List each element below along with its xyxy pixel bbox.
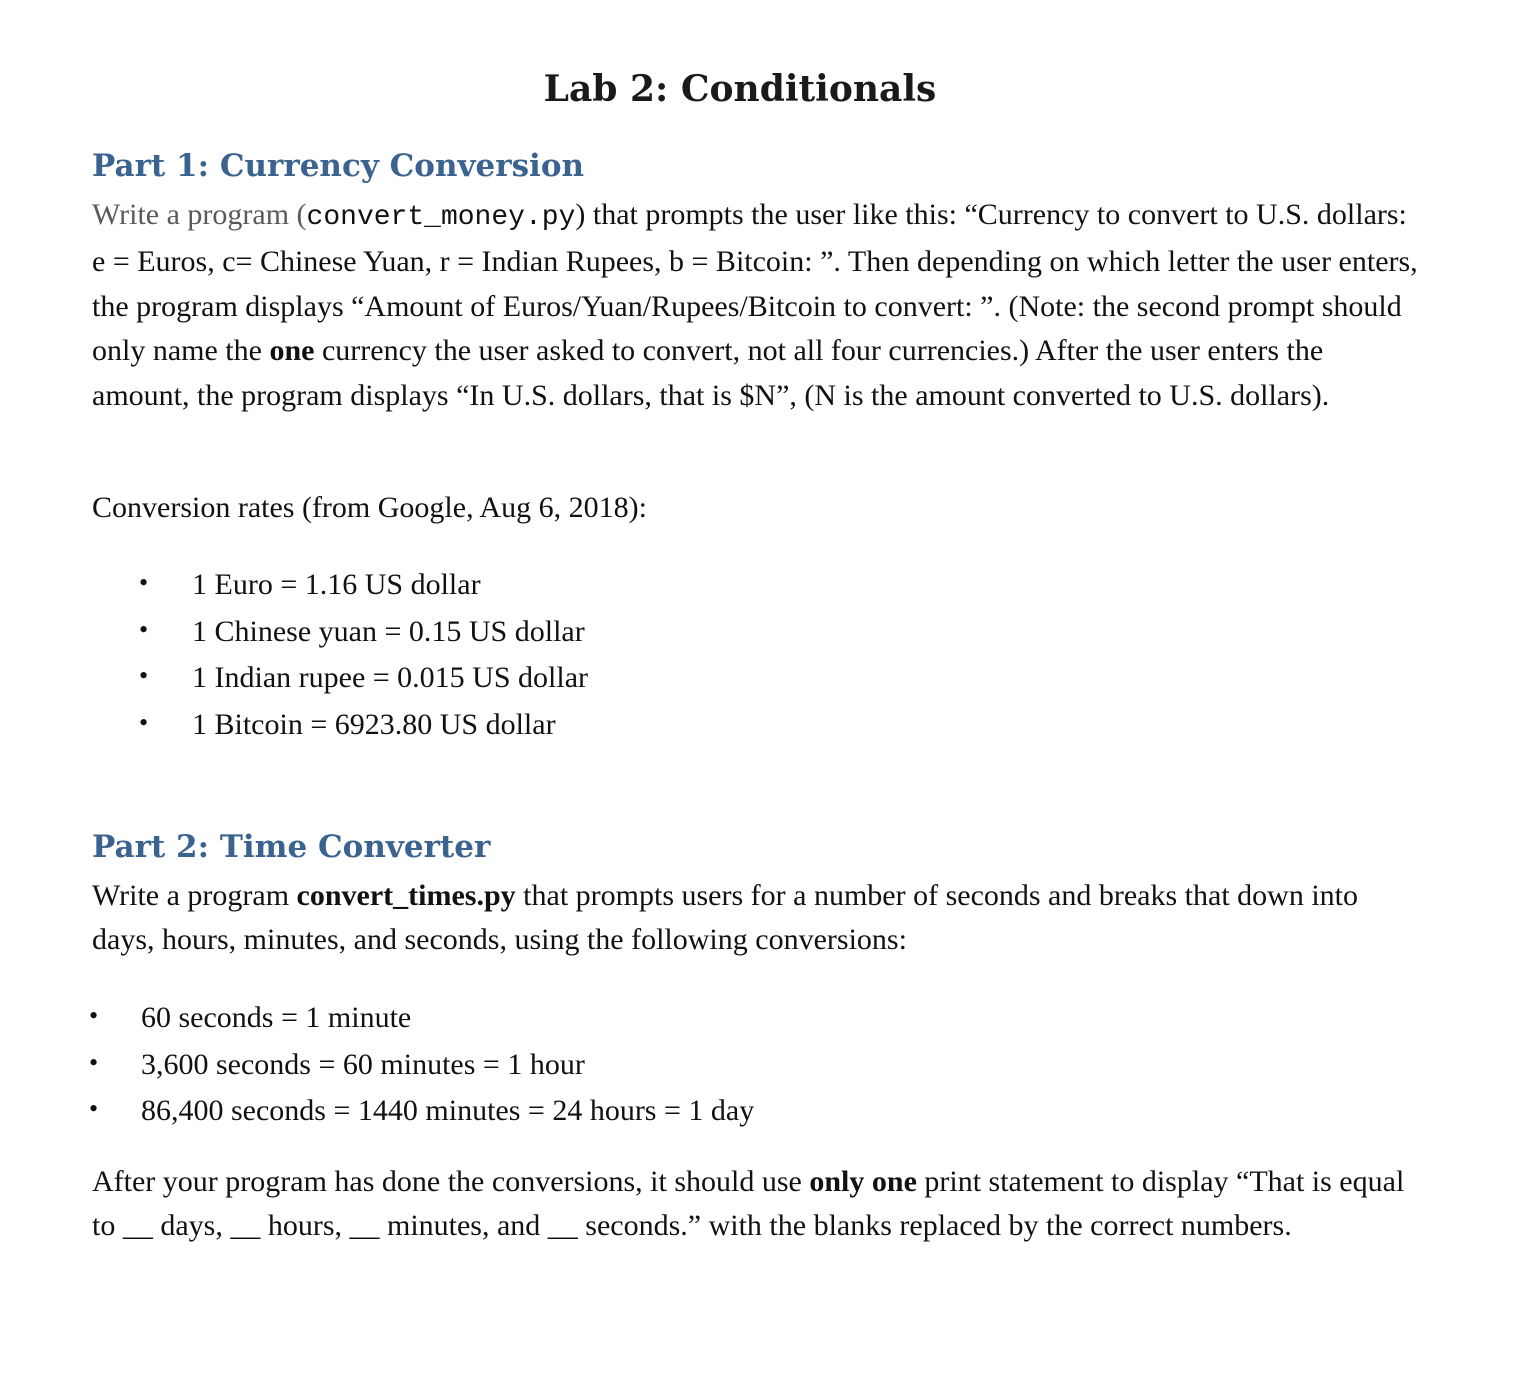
list-item (139, 661, 589, 708)
bullet-icon: • (139, 661, 149, 690)
bullet-icon: • (89, 1048, 99, 1077)
part2-emphasis: only one (809, 1165, 917, 1198)
part2-text-3: After your program has done the conversions, it should use (92, 1165, 810, 1198)
part2-text-2: that prompts users for a number of seconds and breaks that down into days, hours, minutes, and seconds, using the following conversions: (92, 879, 1358, 957)
part1-description (92, 193, 1422, 418)
list-item (89, 1001, 754, 1048)
conversion-text: 3,600 seconds = 60 minutes = 1 hour (141, 1048, 585, 1081)
part1-emphasis: one (269, 334, 315, 368)
list-item (139, 568, 588, 615)
part1-heading: Part 1: Currency Conversion (92, 148, 585, 184)
part2-text-1: Write a program (92, 879, 297, 912)
part2-description (92, 874, 1422, 963)
part1-filename: convert_money.py (306, 202, 576, 233)
conversions-list (89, 1001, 755, 1141)
part2-instructions (92, 1160, 1422, 1249)
part1-text-2: currency the user asked to convert, not all four currencies.) After the user enters the amount, the program displays “In U.S. dollars, that is $N”, (N is the amount converted to U.S. dollars). (92, 334, 1330, 412)
conversion-text: 60 seconds = 1 minute (141, 1001, 412, 1034)
part1-lead-text: Write a program ( (92, 198, 307, 231)
bullet-icon: • (89, 1094, 99, 1123)
page-title: Lab 2: Conditionals (543, 68, 937, 110)
rate-text: 1 Chinese yuan = 0.15 US dollar (192, 615, 585, 648)
list-item (139, 615, 588, 661)
rate-text: 1 Bitcoin = 6923.80 US dollar (192, 708, 556, 741)
part2-heading: Part 2: Time Converter (92, 829, 491, 865)
rate-text: 1 Euro = 1.16 US dollar (192, 568, 481, 601)
conversion-text: 86,400 seconds = 1440 minutes = 24 hours = 1 day (141, 1094, 755, 1127)
rates-list (139, 568, 589, 754)
rates-intro: Conversion rates (from Google, Aug 6, 2018): (92, 491, 647, 524)
part2-text-4: print statement to display “That is equal to __ days, __ hours, __ minutes, and __ seconds.” with the blanks replaced by the correct numbers. (92, 1165, 1405, 1243)
list-item (89, 1094, 755, 1141)
part1-text-1: ) that prompts the user like this: “Currency to convert to U.S. dollars: e = Euros, c= Chinese Yuan, r = Indian Rupees, b = Bitcoin: ”. Then depending on which letter the user enters, the program displays “Amount of Euros/Yuan/Rupees/Bitcoin to convert: ”. (Note: the second prompt should only name the (92, 198, 1418, 368)
list-item (89, 1048, 754, 1094)
bullet-icon: • (139, 568, 149, 597)
part2-filename: convert_times.py (296, 879, 516, 912)
rate-text: 1 Indian rupee = 0.015 US dollar (192, 661, 589, 694)
bullet-icon: • (139, 615, 149, 644)
bullet-icon: • (89, 1001, 99, 1030)
bullet-icon: • (139, 708, 149, 737)
list-item (139, 708, 588, 754)
